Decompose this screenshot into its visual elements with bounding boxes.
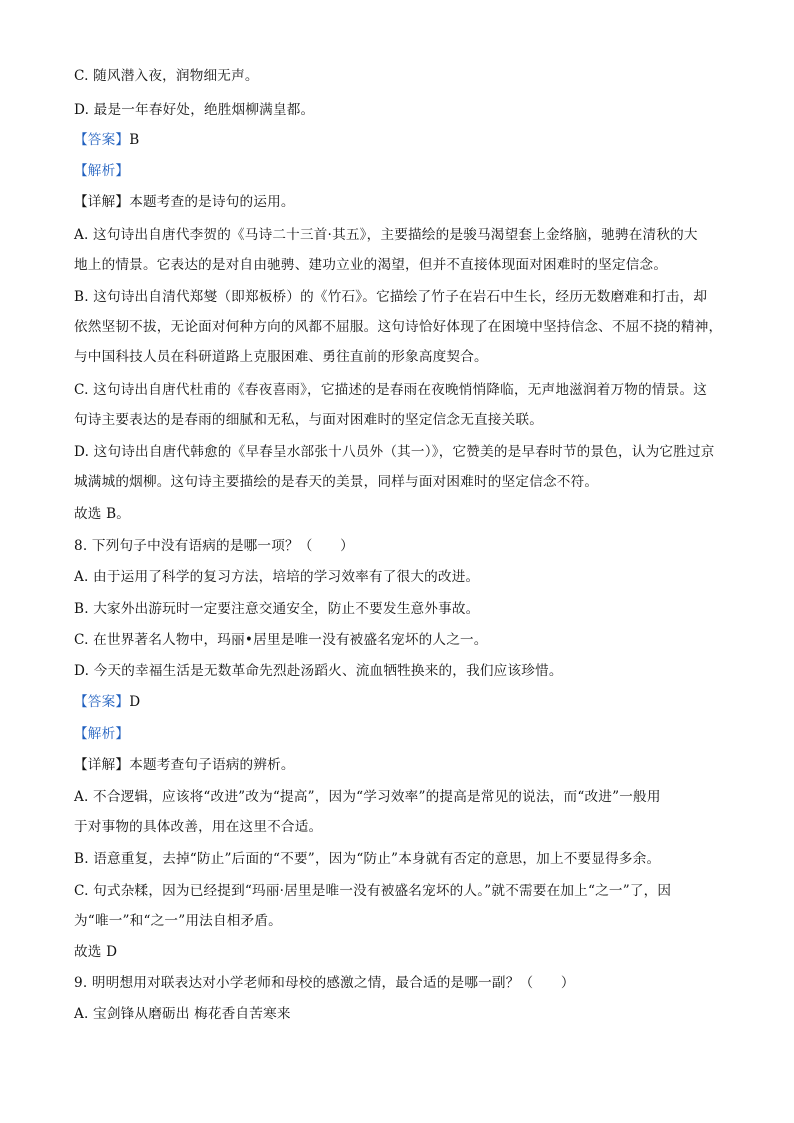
q7-explain-b-line1: B. 这句诗出自清代郑燮（即郑板桥）的《竹石》。它描绘了竹子在岩石中生长，经历无数磨难和打击，却 bbox=[74, 289, 708, 305]
detail-text: 本题考查的是诗句的运用。 bbox=[129, 194, 295, 210]
q8-conclusion: 故选 D bbox=[74, 944, 118, 960]
q9-option-a: A. 宝剑锋从磨砺出 梅花香自苦寒来 bbox=[74, 1006, 291, 1022]
q7-explain-c-line2: 句诗主要表达的是春雨的细腻和无私，与面对困难时的坚定信念无直接关联。 bbox=[74, 412, 543, 428]
q7-answer bbox=[74, 131, 734, 149]
q8-explain-b-line1: B. 语意重复，去掉“防止”后面的“不要”，因为“防止”本身就有否定的意思，加上不要显得多余。 bbox=[74, 851, 661, 867]
q7-explain-a-line1: A. 这句诗出自唐代李贺的《马诗二十三首·其五》，主要描绘的是骏马渴望套上金络脑，驰骋在清秋的大 bbox=[74, 227, 698, 243]
q7-explain-b-line2: 依然坚韧不拔，无论面对何种方向的风都不屈服。这句诗恰好体现了在困境中坚持信念、不屈不挠的精神， bbox=[74, 319, 723, 335]
q8-option-d: D. 今天的幸福生活是无数革命先烈赴汤蹈火、流血牺牲换来的，我们应该珍惜。 bbox=[74, 663, 563, 679]
q7-option-d: D. 最是一年春好处，绝胜烟柳满皇都。 bbox=[74, 102, 315, 118]
answer-value: B bbox=[129, 132, 140, 148]
q8-stem: 8. 下列句子中没有语病的是哪一项？（ ） bbox=[74, 538, 354, 554]
detail-label: 【详解】 bbox=[74, 194, 130, 210]
q8-explain-a-line1: A. 不合逻辑，应该将“改进”改为“提高”，因为“学习效率”的提高是常见的说法，而“改进”一般用 bbox=[74, 789, 661, 805]
q9-stem: 9. 明明想用对联表达对小学老师和母校的感激之情，最合适的是哪一副？（ ） bbox=[74, 975, 575, 991]
q7-analysis-label: 【解析】 bbox=[74, 163, 130, 179]
q7-option-c: C. 随风潜入夜，润物细无声。 bbox=[74, 68, 259, 84]
q7-detail bbox=[74, 193, 734, 211]
q8-option-b: B. 大家外出游玩时一定要注意交通安全，防止不要发生意外事故。 bbox=[74, 601, 480, 617]
q8-answer bbox=[74, 693, 734, 711]
q7-conclusion: 故选 B。 bbox=[74, 506, 131, 522]
q8-explain-c-line1: C. 句式杂糅，因为已经提到“玛丽·居里是唯一没有被盛名宠坏的人。”就不需要在加上“之一”了，因 bbox=[74, 883, 672, 899]
q7-explain-d-line2: 城满城的烟柳。这句诗主要描绘的是春天的美景，同样与面对困难时的坚定信念不符。 bbox=[74, 474, 599, 490]
q8-detail bbox=[74, 756, 734, 774]
q8-option-a: A. 由于运用了科学的复习方法，培培的学习效率有了很大的改进。 bbox=[74, 569, 480, 585]
q8-analysis-label: 【解析】 bbox=[74, 726, 130, 742]
q7-explain-d-line1: D. 这句诗出自唐代韩愈的《早春呈水部张十八员外（其一）》，它赞美的是早春时节的景色，认为它胜过京 bbox=[74, 444, 715, 460]
detail-label: 【详解】 bbox=[74, 757, 130, 773]
q8-explain-c-line2: 为“唯一”和“之一”用法自相矛盾。 bbox=[74, 913, 282, 929]
answer-value: D bbox=[129, 694, 141, 710]
detail-text: 本题考查句子语病的辨析。 bbox=[129, 757, 295, 773]
answer-label: 【答案】 bbox=[74, 132, 130, 148]
q7-explain-c-line1: C. 这句诗出自唐代杜甫的《春夜喜雨》，它描述的是春雨在夜晚悄悄降临，无声地滋润着万物的情景。这 bbox=[74, 382, 708, 398]
q7-explain-b-line3: 与中国科技人员在科研道路上克服困难、勇往直前的形象高度契合。 bbox=[74, 349, 488, 365]
q8-explain-a-line2: 于对事物的具体改善，用在这里不合适。 bbox=[74, 819, 323, 835]
q8-option-c: C. 在世界著名人物中，玛丽•居里是唯一没有被盛名宠坏的人之一。 bbox=[74, 632, 488, 648]
answer-label: 【答案】 bbox=[74, 694, 130, 710]
q7-explain-a-line2: 地上的情景。它表达的是对自由驰骋、建功立业的渴望，但并不直接体现面对困难时的坚定信念。 bbox=[74, 257, 668, 273]
